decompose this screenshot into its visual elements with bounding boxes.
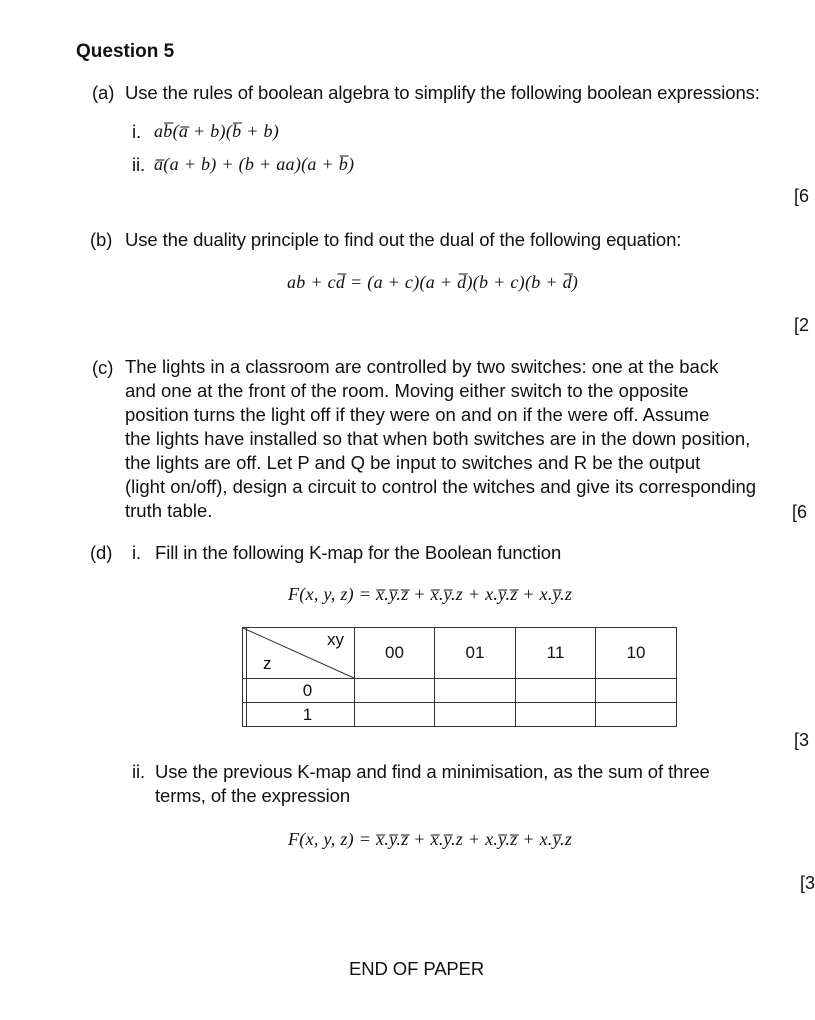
part-d-ii-number: ii. <box>132 761 146 782</box>
part-d-ii-line-1: Use the previous K-map and find a minimisation, as the sum of three <box>155 761 710 782</box>
kmap-z-label: z <box>263 654 272 673</box>
part-a-item-2-expression: a̅(a + b) + (b + aa)(a + b̅) <box>154 154 355 174</box>
kmap-col-header: 00 <box>355 628 435 679</box>
kmap-xy-label: xy <box>327 630 344 649</box>
kmap-col-header: 10 <box>596 628 677 679</box>
kmap-cell[interactable] <box>596 703 677 727</box>
kmap-row-header: 1 <box>243 703 355 727</box>
part-c-line: the lights are off. Let P and Q be input to switches and R be the output <box>125 452 701 473</box>
part-c-label: (c) <box>92 357 114 378</box>
kmap-cell[interactable] <box>435 679 516 703</box>
kmap-cell[interactable] <box>355 679 435 703</box>
kmap-col-header: 11 <box>516 628 596 679</box>
part-c-paragraph <box>125 355 795 523</box>
part-d-ii-line-2: terms, of the expression <box>155 785 351 806</box>
part-d-label: (d) <box>90 542 113 563</box>
kmap-table <box>242 627 677 727</box>
part-c-line: truth table. <box>125 500 213 521</box>
kmap-cell[interactable] <box>516 703 596 727</box>
question-title: Question 5 <box>76 41 175 62</box>
kmap-cell[interactable] <box>355 703 435 727</box>
boolean-function-ii: F(x, y, z) = x̅.y̅.z̅ + x̅.y̅.z + x.y̅.z̅ + x.y̅.z <box>288 829 573 849</box>
part-d-i-number: i. <box>132 542 142 563</box>
part-a-marks: [6 <box>794 186 810 206</box>
boolean-function: F(x, y, z) = x̅.y̅.z̅ + x̅.y̅.z + x.y̅.z̅ + x.y̅.z <box>288 584 573 604</box>
part-c-marks: [6 <box>792 502 808 522</box>
kmap-cell[interactable] <box>516 679 596 703</box>
kmap-col-header: 01 <box>435 628 516 679</box>
end-of-paper: END OF PAPER <box>349 958 485 979</box>
part-a-label: (a) <box>92 82 115 103</box>
kmap-cell[interactable] <box>435 703 516 727</box>
part-b-marks: [2 <box>794 315 810 335</box>
part-d-i-marks: [3 <box>794 730 810 750</box>
part-d-i-text: Fill in the following K-map for the Boolean function <box>155 542 562 563</box>
part-a-item-1-expression: ab̅̅(a̅ + b)(b̅ + b) <box>154 121 280 141</box>
kmap-row-header: 0 <box>243 679 355 703</box>
part-d-ii-marks: [3 <box>800 873 815 893</box>
part-a-text: Use the rules of boolean algebra to simplify the following boolean expressions: <box>125 82 760 103</box>
part-c-line: The lights in a classroom are controlled by two switches: one at the back <box>125 356 719 377</box>
part-c-line: (light on/off), design a circuit to control the witches and give its corresponding <box>125 476 757 497</box>
part-c-line: and one at the front of the room. Moving either switch to the opposite <box>125 380 689 401</box>
part-c-line: the lights have installed so that when both switches are in the down position, <box>125 428 751 449</box>
part-c-line: position turns the light off if they were on and on if the were off. Assume <box>125 404 710 425</box>
duality-equation: ab + cd̅ = (a + c)(a + d̅)(b + c)(b + d̅) <box>287 272 579 292</box>
part-b-label: (b) <box>90 229 113 250</box>
kmap-cell[interactable] <box>596 679 677 703</box>
part-b-text: Use the duality principle to find out the dual of the following equation: <box>125 229 682 250</box>
part-a-item-1-number: i. <box>132 121 142 142</box>
kmap-corner-cell <box>243 628 355 679</box>
part-a-item-2-number: ii. <box>132 154 146 175</box>
